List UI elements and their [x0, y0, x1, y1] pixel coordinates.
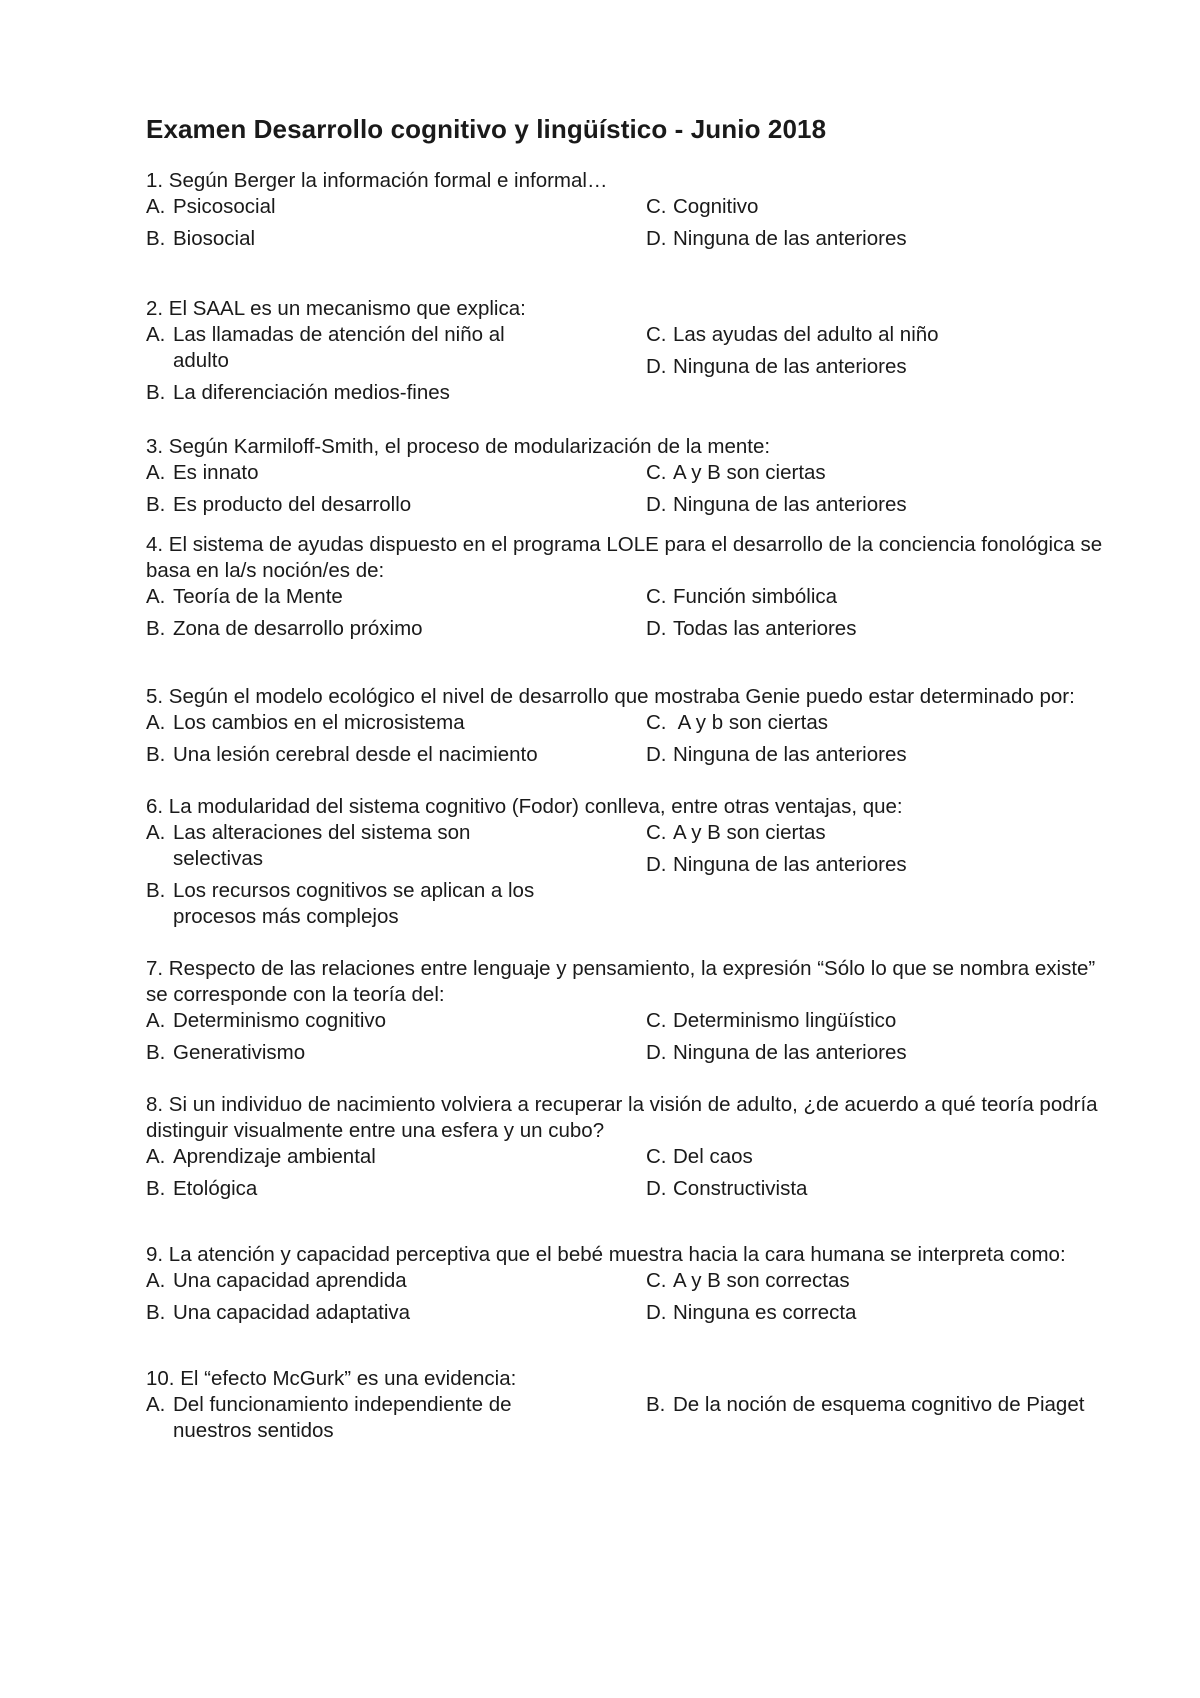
options-right: [646, 322, 1106, 412]
option-c: C. A y B son correctas: [646, 1269, 850, 1292]
option-a: A. Del funcionamiento independiente de nuestros sentidos: [146, 1393, 512, 1442]
question-text: 6. La modularidad del sistema cognitivo (Fodor) conlleva, entre otras ventajas, que:: [146, 795, 903, 818]
options: [146, 194, 1106, 258]
options: [146, 1268, 1106, 1332]
question-8: [146, 1092, 1106, 1208]
question-text: 10. El “efecto McGurk” es una evidencia:: [146, 1367, 517, 1390]
options-left: [146, 1268, 646, 1332]
option-a: A. Es innato: [146, 461, 259, 484]
question-10: [146, 1366, 1106, 1450]
option-c: C. Función simbólica: [646, 585, 838, 608]
option-b: B. De la noción de esquema cognitivo de Piaget: [646, 1393, 1085, 1416]
options: [146, 1144, 1106, 1208]
question-3: [146, 434, 1106, 524]
option-d: D. Todas las anteriores: [646, 617, 857, 640]
option-b: B. Biosocial: [146, 227, 256, 250]
options-right: [646, 194, 1106, 258]
option-b: B. Es producto del desarrollo: [146, 493, 412, 516]
options: [146, 820, 1106, 936]
option-b: B. Zona de desarrollo próximo: [146, 617, 423, 640]
options: [146, 710, 1106, 774]
options-left: [146, 584, 646, 648]
option-d: D. Ninguna de las anteriores: [646, 227, 907, 250]
question-text: 7. Respecto de las relaciones entre lenguaje y pensamiento, la expresión “Sólo lo que se nombra existe” se corresponde con la teoría del:: [146, 957, 1096, 1006]
option-a: A. Los cambios en el microsistema: [146, 711, 465, 734]
option-a: A. Una capacidad aprendida: [146, 1269, 407, 1292]
option-c: C. Las ayudas del adulto al niño: [646, 323, 939, 346]
option-a: A. Aprendizaje ambiental: [146, 1145, 376, 1168]
option-b: B. Una lesión cerebral desde el nacimiento: [146, 743, 538, 766]
option-c: C. Cognitivo: [646, 195, 759, 218]
question-text: 2. El SAAL es un mecanismo que explica:: [146, 297, 526, 320]
options-left: [146, 1392, 646, 1450]
option-c: C. Del caos: [646, 1145, 753, 1168]
exam-title: Examen Desarrollo cognitivo y lingüístico - Junio 2018: [146, 114, 827, 144]
question-7: [146, 956, 1106, 1072]
option-d: D. Ninguna es correcta: [646, 1301, 857, 1324]
option-c: C. A y B son ciertas: [646, 461, 826, 484]
option-b: B. Etológica: [146, 1177, 258, 1200]
question-text: 4. El sistema de ayudas dispuesto en el programa LOLE para el desarrollo de la conciencia fonológica se basa en la/s noción/es de:: [146, 533, 1103, 582]
option-d: D. Constructivista: [646, 1177, 808, 1200]
options-right: [646, 1268, 1106, 1332]
option-b: B. La diferenciación medios-fines: [146, 381, 450, 404]
question-text: 3. Según Karmiloff-Smith, el proceso de modularización de la mente:: [146, 435, 771, 458]
options: [146, 1392, 1106, 1450]
question-text: 8. Si un individuo de nacimiento volviera a recuperar la visión de adulto, ¿de acuerdo a qué teoría podría distinguir visualmente entre una esfera y un cubo?: [146, 1093, 1098, 1142]
option-d: D. Ninguna de las anteriores: [646, 853, 907, 876]
options-left: [146, 710, 646, 774]
option-b: B. Los recursos cognitivos se aplican a los procesos más complejos: [146, 879, 535, 928]
option-d: D. Ninguna de las anteriores: [646, 743, 907, 766]
options-right: [646, 1008, 1106, 1072]
options: [146, 460, 1106, 524]
option-d: D. Ninguna de las anteriores: [646, 493, 907, 516]
option-d: D. Ninguna de las anteriores: [646, 1041, 907, 1064]
options-left: [146, 820, 646, 936]
option-c: C. A y B son ciertas: [646, 821, 826, 844]
options-right: [646, 1144, 1106, 1208]
options: [146, 322, 1106, 412]
option-a: A. Determinismo cognitivo: [146, 1009, 387, 1032]
question-text: 1. Según Berger la información formal e informal…: [146, 169, 608, 192]
options-left: [146, 1144, 646, 1208]
option-c: C. Determinismo lingüístico: [646, 1009, 897, 1032]
options-right: [646, 1392, 1106, 1450]
question-1: [146, 168, 1106, 258]
question-6: [146, 794, 1106, 936]
option-a: A. Las alteraciones del sistema son selectivas: [146, 821, 471, 870]
question-text: 5. Según el modelo ecológico el nivel de desarrollo que mostraba Genie puedo estar determinado por:: [146, 685, 1075, 708]
option-a: A. Teoría de la Mente: [146, 585, 343, 608]
option-d: D. Ninguna de las anteriores: [646, 355, 907, 378]
option-a: A. Las llamadas de atención del niño al adulto: [146, 323, 505, 372]
options-left: [146, 322, 646, 412]
question-5: [146, 684, 1106, 774]
question-text: 9. La atención y capacidad perceptiva que el bebé muestra hacia la cara humana se interpreta como:: [146, 1243, 1066, 1266]
options-right: [646, 584, 1106, 648]
options-right: [646, 820, 1106, 936]
option-b: B. Una capacidad adaptativa: [146, 1301, 411, 1324]
options-left: [146, 460, 646, 524]
option-b: B. Generativismo: [146, 1041, 306, 1064]
question-2: [146, 296, 1106, 412]
option-c: C. A y b son ciertas: [646, 711, 828, 734]
options-left: [146, 194, 646, 258]
option-a: A. Psicosocial: [146, 195, 276, 218]
options: [146, 1008, 1106, 1072]
options-right: [646, 460, 1106, 524]
question-4: [146, 532, 1106, 648]
options: [146, 584, 1106, 648]
options-left: [146, 1008, 646, 1072]
question-9: [146, 1242, 1106, 1332]
options-right: [646, 710, 1106, 774]
exam-page: [146, 112, 1106, 1450]
